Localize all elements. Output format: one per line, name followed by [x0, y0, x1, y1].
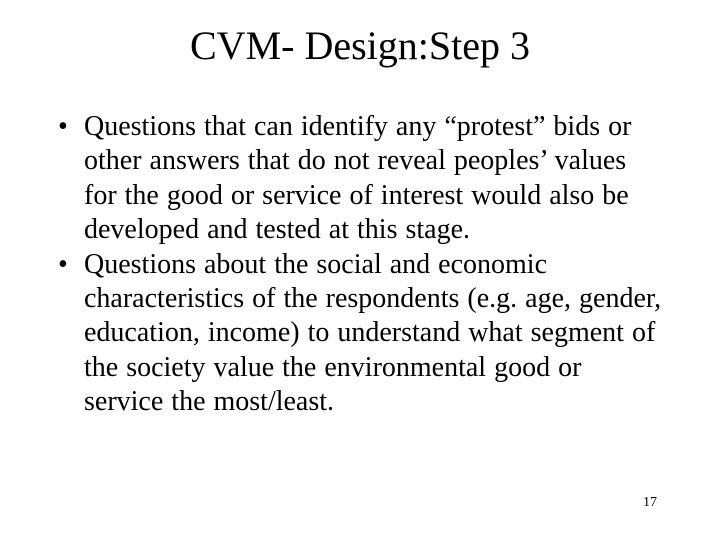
bullet-icon: • — [58, 111, 68, 142]
bullet-icon: • — [58, 248, 68, 280]
slide-number: 17 — [643, 495, 657, 510]
bullet-item-protest-bids — [54, 110, 664, 248]
bullet-item-socioeconomic — [54, 248, 664, 420]
bullet-list — [54, 110, 664, 420]
bullet-text: Questions that can identify any “protest” bids or other answers that do not reveal peoples’ values for the good or service of interest would also be developed and tested at this stage. — [84, 111, 632, 246]
bullet-text: Questions about the social and economic characteristics of the respondents (e.g. age, gender, education, income) to understand what segment of the society value the environmental good or service the most/least. — [84, 248, 662, 418]
slide-title: CVM- Design:Step 3 — [190, 23, 530, 68]
